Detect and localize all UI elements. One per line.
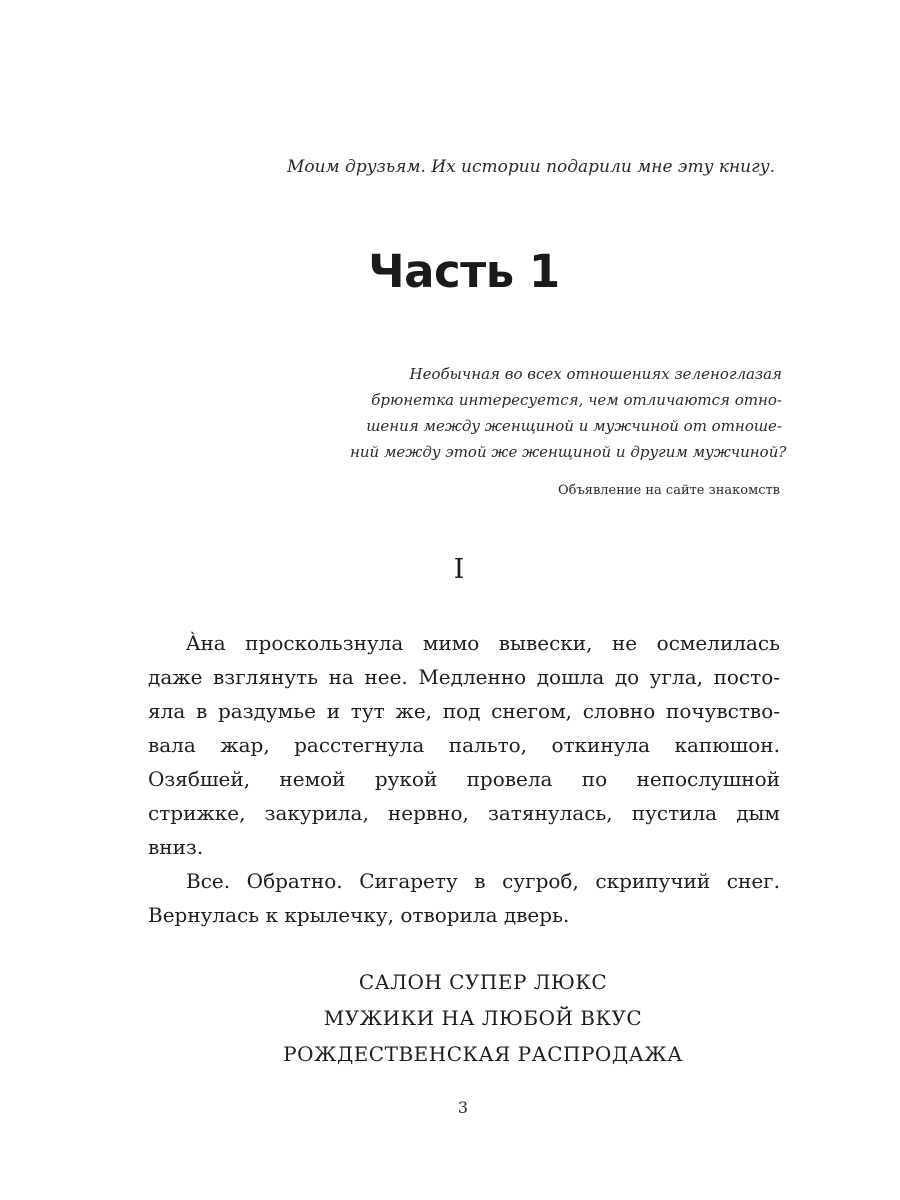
body-text xyxy=(148,626,780,932)
epigraph-line: шения между женщиной и мужчиной от отноше- xyxy=(366,417,782,435)
body-line: Озябшей, немой рукой провела по непослушной xyxy=(148,767,780,791)
epigraph-line: Необычная во всех отношениях зеленоглазая xyxy=(409,365,782,383)
dedication: Моим друзьям. Их истории подарили мне эту книгу. xyxy=(286,157,775,177)
sign-line: РОЖДЕСТВЕНСКАЯ РАСПРОДАЖА xyxy=(283,1042,683,1066)
epigraph xyxy=(350,361,787,465)
page-number: 3 xyxy=(457,1098,469,1117)
body-line: яла в раздумье и тут же, под снегом, словно почувство- xyxy=(148,699,780,723)
body-line: вала жар, расстегнула пальто, откинула капюшон. xyxy=(148,733,780,757)
body-line: Все. Обратно. Сигарету в сугроб, скрипучий снег. xyxy=(186,869,780,893)
body-line: Вернулась к крылечку, отворила дверь. xyxy=(148,903,570,927)
body-line: Àна проскользнула мимо вывески, не осмелилась xyxy=(186,631,780,655)
sign-text xyxy=(0,964,900,1072)
epigraph-line: брюнетка интересуется, чем отличаются отно- xyxy=(371,391,782,409)
body-line: стрижке, закурила, нервно, затянулась, пустила дым xyxy=(148,801,780,825)
part-title: Часть 1 xyxy=(368,245,560,298)
body-line: даже взглянуть на нее. Медленно дошла до угла, посто- xyxy=(148,665,780,689)
sign-line: САЛОН СУПЕР ЛЮКС xyxy=(358,970,608,994)
sign-line: МУЖИКИ НА ЛЮБОЙ ВКУС xyxy=(323,1006,643,1030)
body-line: вниз. xyxy=(148,835,204,859)
epigraph-line: ний между этой же женщиной и другим мужчиной? xyxy=(350,443,787,461)
epigraph-source: Объявление на сайте знакомств xyxy=(557,483,780,498)
chapter-number: I xyxy=(453,554,465,585)
